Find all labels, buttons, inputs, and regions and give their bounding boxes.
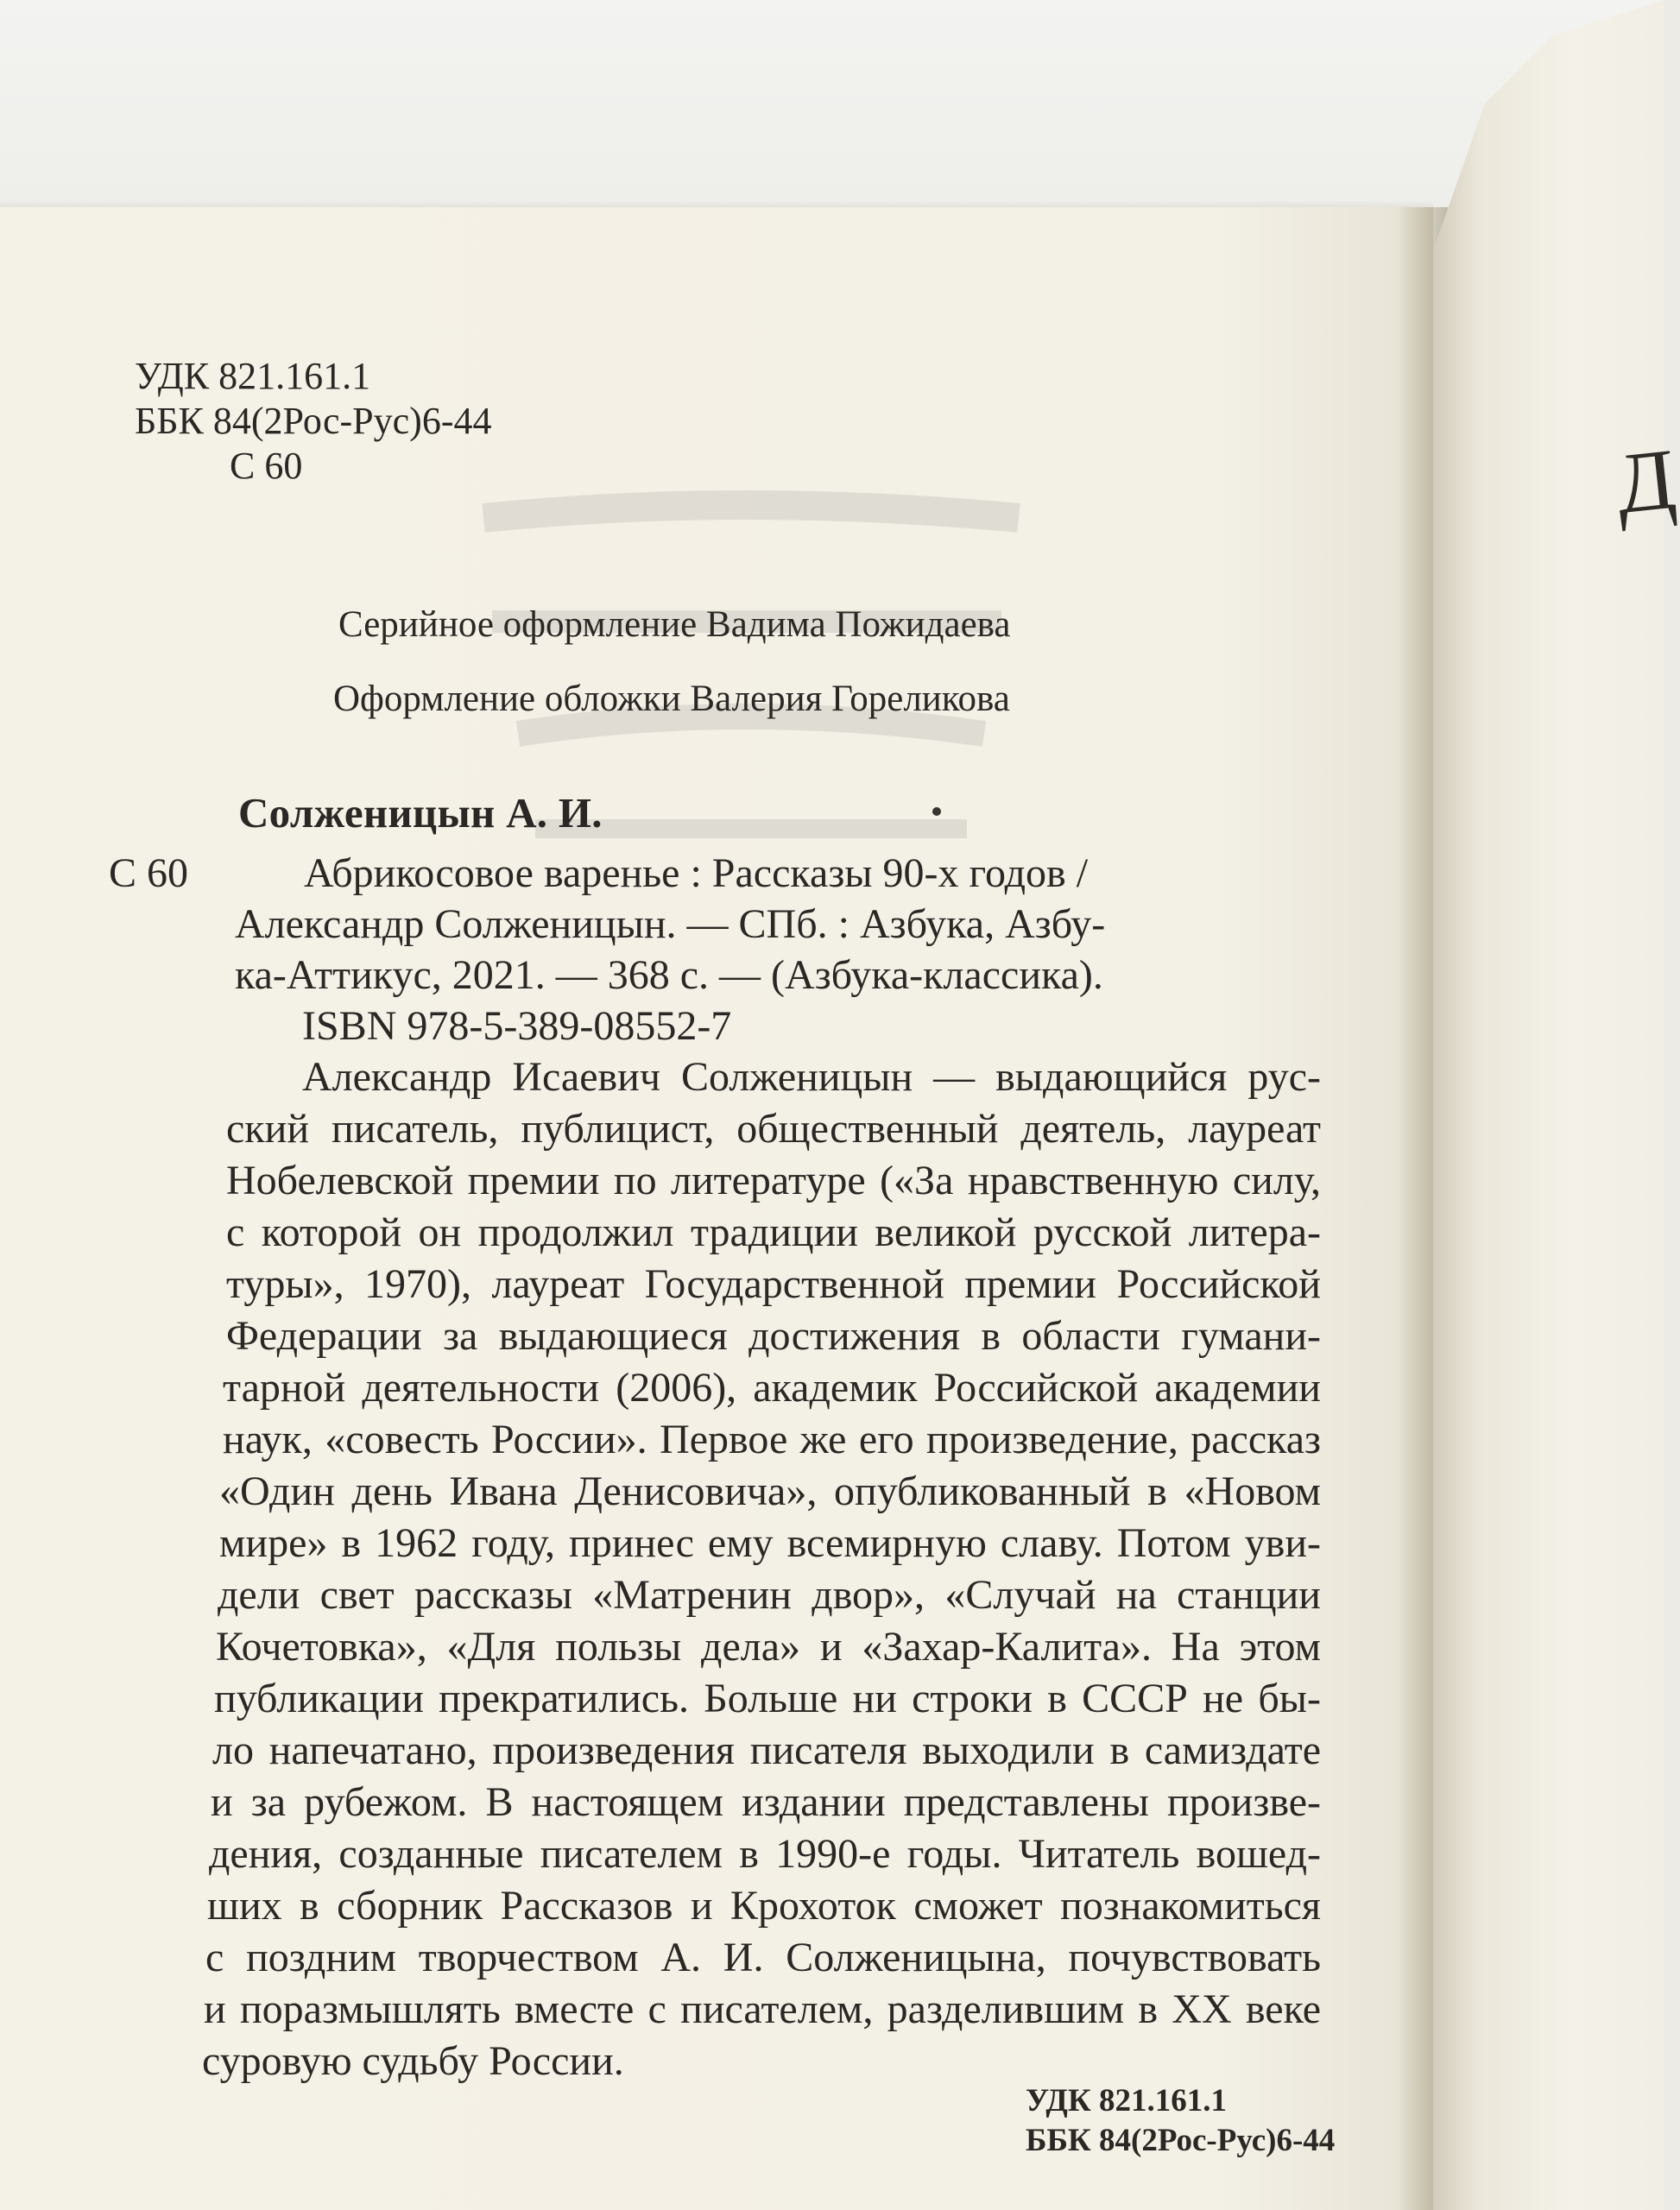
cover-design-credit: Оформление обложки Валерия Гореликова [333, 679, 1010, 719]
annotation-line: дения, созданные писателем в 1990-е годы. Читатель вошед- [209, 1831, 1321, 1877]
annotation-line: ло напечатано, произведения писателя выходили в самиздате [212, 1727, 1321, 1773]
footer-bbk-code: ББК 84(2Рос-Рус)6-44 [1026, 2123, 1336, 2158]
udk-code: УДК 821.161.1 [135, 355, 371, 397]
bib-imprint-line: Александр Солженицын. — СПб. : Азбука, Азбу- [235, 901, 1106, 947]
annotation-line: публикации прекратились. Больше ни строки в СССР не бы- [214, 1676, 1321, 1721]
bbk-code: ББК 84(2Рос-Рус)6-44 [135, 400, 492, 442]
annotation-line: Александр Исаевич Солженицын — выдающийся рус- [302, 1054, 1321, 1100]
footer-udk-code: УДК 821.161.1 [1026, 2083, 1227, 2118]
bib-author-mark: С 60 [109, 850, 189, 896]
annotation-line: мире» в 1962 году, принес ему всемирную славу. Потом уви- [219, 1520, 1321, 1566]
annotation-line: дели свет рассказы «Матренин двор», «Случай на станции [218, 1572, 1321, 1618]
annotation-line: наук, «совесть России». Первое же его произведение, рассказ [223, 1417, 1321, 1462]
bib-title-line: Абрикосовое варенье : Рассказы 90-х годов / [304, 850, 1089, 896]
annotation-line: «Один день Ивана Денисовича», опубликованный в «Новом [219, 1468, 1321, 1514]
annotation-line: Нобелевской премии по литературе («За нравственную силу, [226, 1158, 1321, 1203]
ink-speck [932, 807, 941, 816]
annotation-line: тарной деятельности (2006), академик Российской академии [223, 1365, 1321, 1411]
isbn: ISBN 978-5-389-08552-7 [302, 1003, 732, 1049]
next-page [1433, 0, 1664, 2210]
annotation-line: ших в сборник Рассказов и Крохоток сможет познакомиться [207, 1883, 1321, 1929]
annotation-line: Кочетовка», «Для пользы дела» и «Захар-Калита». На этом [216, 1624, 1321, 1670]
author-mark: С 60 [230, 445, 303, 487]
annotation-line: и за рубежом. В настоящем издании представлены произве- [211, 1779, 1321, 1825]
annotation-line: туры», 1970), лауреат Государственной премии Российской [226, 1261, 1321, 1307]
annotation-line: с которой он продолжил традиции великой русской литера- [226, 1209, 1321, 1255]
annotation-line: и поразмышлять вместе с писателем, разделившим в XX веке [204, 1986, 1321, 2032]
annotation-line: Федерации за выдающиеся достижения в области гумани- [226, 1313, 1321, 1359]
annotation-line: ский писатель, публицист, общественный деятель, лауреат [226, 1106, 1321, 1152]
author-heading: Солженицын А. И. [238, 789, 603, 837]
annotation-line: суровую судьбу России. [202, 2038, 624, 2084]
annotation-line: с поздним творчеством А. И. Солженицына, почувствовать [205, 1935, 1321, 1980]
series-design-credit: Серийное оформление Вадима Пожидаева [338, 604, 1011, 645]
bib-series-line: ка-Аттикус, 2021. — 368 с. — (Азбука-классика). [235, 952, 1103, 998]
next-page-text-fragment: Д [1611, 430, 1680, 533]
